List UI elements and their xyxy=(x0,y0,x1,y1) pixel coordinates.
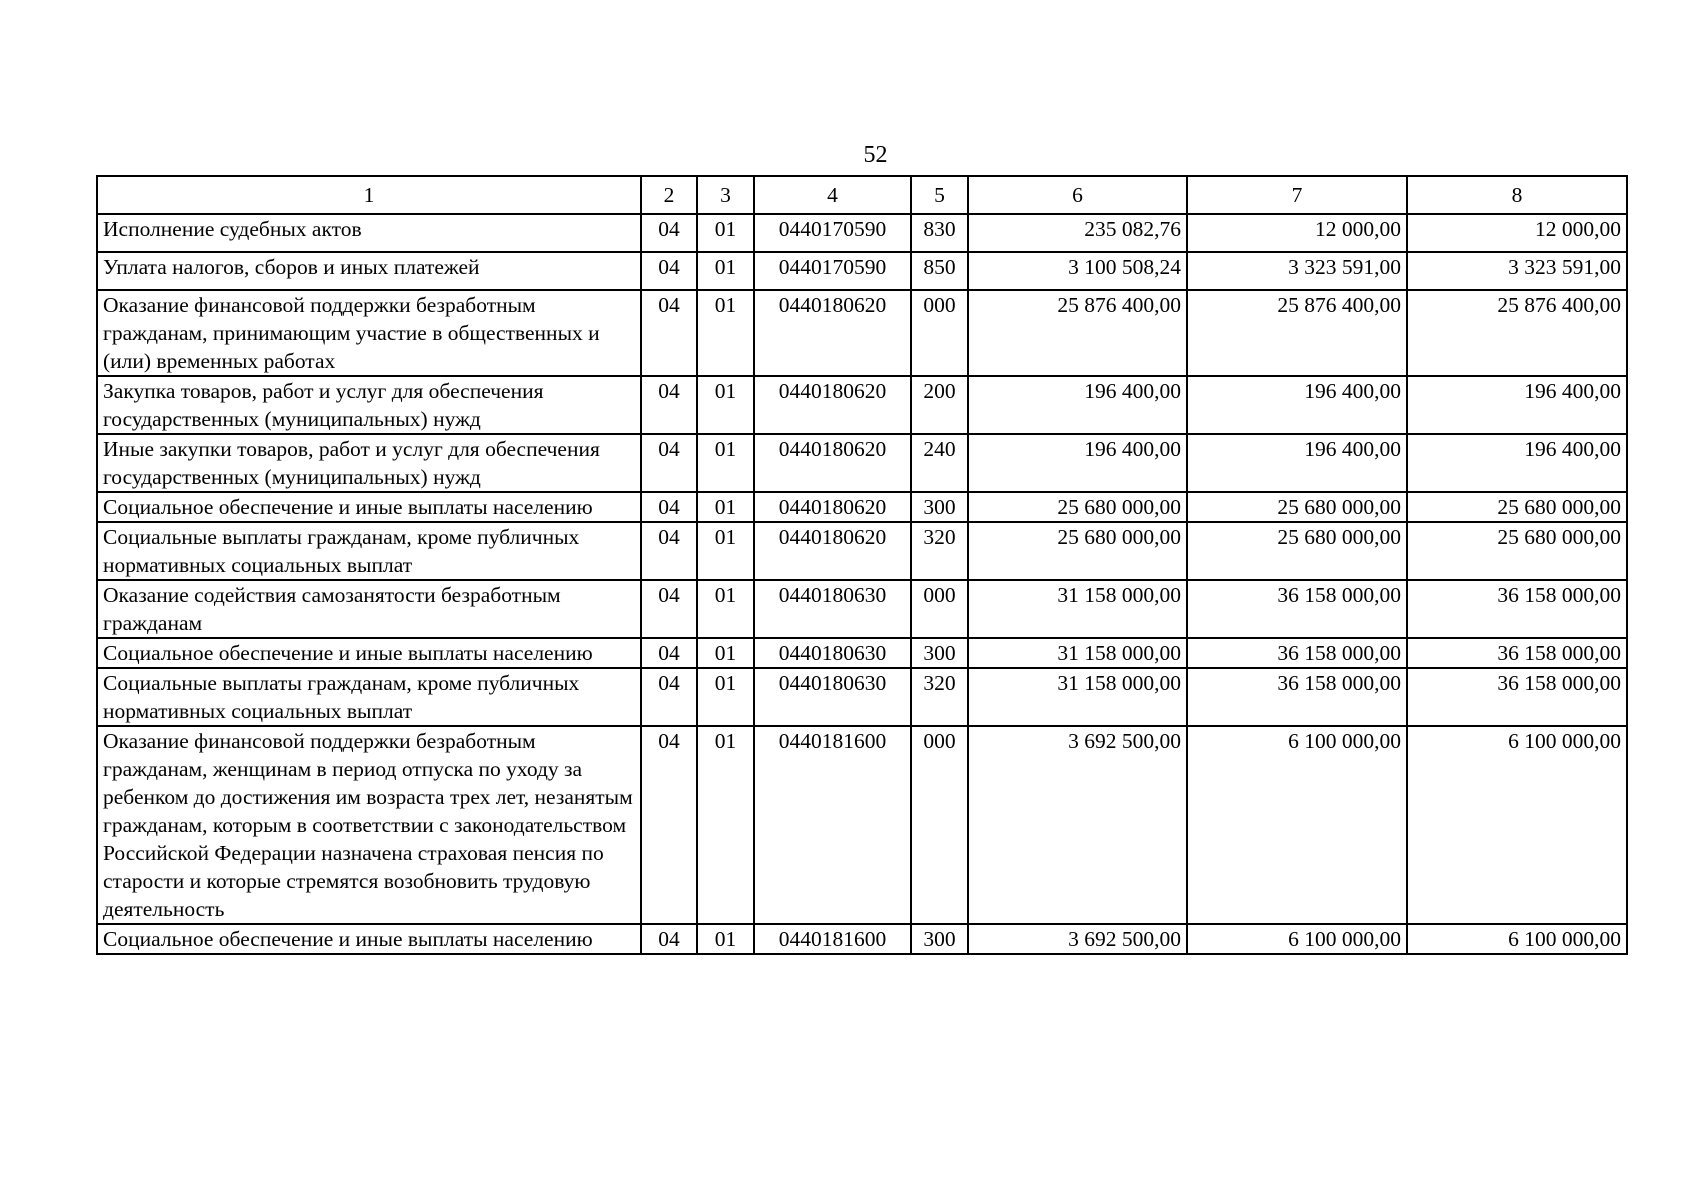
amount-cell: 3 100 508,24 xyxy=(968,252,1187,290)
table-row xyxy=(97,252,1627,290)
table-row xyxy=(97,290,1627,376)
table-row xyxy=(97,214,1627,252)
amount-cell: 25 680 000,00 xyxy=(1187,492,1407,522)
code-cell: 0440180620 xyxy=(754,376,911,434)
table-row xyxy=(97,580,1627,638)
code-cell: 04 xyxy=(641,726,697,924)
column-header: 4 xyxy=(754,176,911,214)
code-cell: 0440180630 xyxy=(754,580,911,638)
code-cell: 300 xyxy=(911,638,968,668)
table-row xyxy=(97,522,1627,580)
amount-cell: 36 158 000,00 xyxy=(1407,668,1627,726)
row-name-cell: Оказание содействия самозанятости безработным гражданам xyxy=(97,580,641,638)
table-row xyxy=(97,376,1627,434)
code-cell: 01 xyxy=(697,638,754,668)
code-cell: 04 xyxy=(641,376,697,434)
code-cell: 04 xyxy=(641,214,697,252)
code-cell: 830 xyxy=(911,214,968,252)
amount-cell: 36 158 000,00 xyxy=(1407,580,1627,638)
amount-cell: 36 158 000,00 xyxy=(1187,668,1407,726)
amount-cell: 3 692 500,00 xyxy=(968,726,1187,924)
row-name-cell: Исполнение судебных актов xyxy=(97,214,641,252)
amount-cell: 196 400,00 xyxy=(968,376,1187,434)
code-cell: 01 xyxy=(697,580,754,638)
amount-cell: 196 400,00 xyxy=(1187,434,1407,492)
code-cell: 01 xyxy=(697,924,754,954)
code-cell: 000 xyxy=(911,290,968,376)
code-cell: 0440180630 xyxy=(754,668,911,726)
column-header: 6 xyxy=(968,176,1187,214)
amount-cell: 25 680 000,00 xyxy=(968,492,1187,522)
code-cell: 04 xyxy=(641,638,697,668)
amount-cell: 12 000,00 xyxy=(1407,214,1627,252)
code-cell: 01 xyxy=(697,290,754,376)
code-cell: 320 xyxy=(911,522,968,580)
table-row xyxy=(97,668,1627,726)
column-header: 3 xyxy=(697,176,754,214)
row-name-cell: Закупка товаров, работ и услуг для обеспечения государственных (муниципальных) нужд xyxy=(97,376,641,434)
code-cell: 01 xyxy=(697,492,754,522)
amount-cell: 36 158 000,00 xyxy=(1187,580,1407,638)
table-row xyxy=(97,638,1627,668)
code-cell: 300 xyxy=(911,492,968,522)
amount-cell: 12 000,00 xyxy=(1187,214,1407,252)
column-header: 1 xyxy=(97,176,641,214)
code-cell: 01 xyxy=(697,376,754,434)
column-header: 2 xyxy=(641,176,697,214)
code-cell: 0440180630 xyxy=(754,638,911,668)
code-cell: 04 xyxy=(641,580,697,638)
amount-cell: 196 400,00 xyxy=(968,434,1187,492)
budget-table xyxy=(96,175,1628,955)
amount-cell: 3 323 591,00 xyxy=(1187,252,1407,290)
table-header-row xyxy=(97,176,1627,214)
code-cell: 04 xyxy=(641,924,697,954)
code-cell: 01 xyxy=(697,214,754,252)
code-cell: 01 xyxy=(697,434,754,492)
code-cell: 0440180620 xyxy=(754,522,911,580)
code-cell: 320 xyxy=(911,668,968,726)
row-name-cell: Социальное обеспечение и иные выплаты населению xyxy=(97,638,641,668)
code-cell: 0440180620 xyxy=(754,434,911,492)
code-cell: 01 xyxy=(697,522,754,580)
code-cell: 0440181600 xyxy=(754,924,911,954)
code-cell: 0440170590 xyxy=(754,214,911,252)
code-cell: 04 xyxy=(641,668,697,726)
amount-cell: 25 876 400,00 xyxy=(1187,290,1407,376)
code-cell: 0440181600 xyxy=(754,726,911,924)
table-row xyxy=(97,434,1627,492)
row-name-cell: Социальные выплаты гражданам, кроме публичных нормативных социальных выплат xyxy=(97,522,641,580)
amount-cell: 31 158 000,00 xyxy=(968,580,1187,638)
code-cell: 850 xyxy=(911,252,968,290)
amount-cell: 36 158 000,00 xyxy=(1187,638,1407,668)
code-cell: 300 xyxy=(911,924,968,954)
table-row xyxy=(97,924,1627,954)
code-cell: 04 xyxy=(641,252,697,290)
code-cell: 0440180620 xyxy=(754,290,911,376)
table-row xyxy=(97,726,1627,924)
code-cell: 01 xyxy=(697,668,754,726)
amount-cell: 196 400,00 xyxy=(1407,376,1627,434)
amount-cell: 25 680 000,00 xyxy=(968,522,1187,580)
amount-cell: 6 100 000,00 xyxy=(1407,924,1627,954)
table-row xyxy=(97,492,1627,522)
code-cell: 01 xyxy=(697,726,754,924)
code-cell: 0440170590 xyxy=(754,252,911,290)
amount-cell: 36 158 000,00 xyxy=(1407,638,1627,668)
code-cell: 04 xyxy=(641,522,697,580)
code-cell: 01 xyxy=(697,252,754,290)
amount-cell: 6 100 000,00 xyxy=(1187,726,1407,924)
code-cell: 000 xyxy=(911,580,968,638)
code-cell: 04 xyxy=(641,492,697,522)
column-header: 8 xyxy=(1407,176,1627,214)
amount-cell: 25 680 000,00 xyxy=(1407,492,1627,522)
amount-cell: 25 876 400,00 xyxy=(1407,290,1627,376)
amount-cell: 6 100 000,00 xyxy=(1187,924,1407,954)
code-cell: 240 xyxy=(911,434,968,492)
page-number: 52 xyxy=(863,142,888,168)
amount-cell: 235 082,76 xyxy=(968,214,1187,252)
row-name-cell: Социальное обеспечение и иные выплаты населению xyxy=(97,924,641,954)
row-name-cell: Социальные выплаты гражданам, кроме публичных нормативных социальных выплат xyxy=(97,668,641,726)
amount-cell: 25 680 000,00 xyxy=(1187,522,1407,580)
amount-cell: 3 692 500,00 xyxy=(968,924,1187,954)
amount-cell: 31 158 000,00 xyxy=(968,668,1187,726)
amount-cell: 196 400,00 xyxy=(1407,434,1627,492)
row-name-cell: Оказание финансовой поддержки безработным гражданам, принимающим участие в общественных и (или) временных работах xyxy=(97,290,641,376)
amount-cell: 196 400,00 xyxy=(1187,376,1407,434)
code-cell: 04 xyxy=(641,290,697,376)
row-name-cell: Уплата налогов, сборов и иных платежей xyxy=(97,252,641,290)
code-cell: 000 xyxy=(911,726,968,924)
code-cell: 04 xyxy=(641,434,697,492)
row-name-cell: Иные закупки товаров, работ и услуг для обеспечения государственных (муниципальных) нужд xyxy=(97,434,641,492)
amount-cell: 25 876 400,00 xyxy=(968,290,1187,376)
amount-cell: 31 158 000,00 xyxy=(968,638,1187,668)
amount-cell: 25 680 000,00 xyxy=(1407,522,1627,580)
amount-cell: 6 100 000,00 xyxy=(1407,726,1627,924)
row-name-cell: Оказание финансовой поддержки безработным гражданам, женщинам в период отпуска по уходу за ребенком до достижения им возраста трех лет, незанятым гражданам, которым в соответствии с законодательством Российской Федерации назначена страховая пенсия по старости и которые стремятся возобновить трудовую деятельность xyxy=(97,726,641,924)
amount-cell: 3 323 591,00 xyxy=(1407,252,1627,290)
row-name-cell: Социальное обеспечение и иные выплаты населению xyxy=(97,492,641,522)
code-cell: 0440180620 xyxy=(754,492,911,522)
column-header: 7 xyxy=(1187,176,1407,214)
column-header: 5 xyxy=(911,176,968,214)
code-cell: 200 xyxy=(911,376,968,434)
